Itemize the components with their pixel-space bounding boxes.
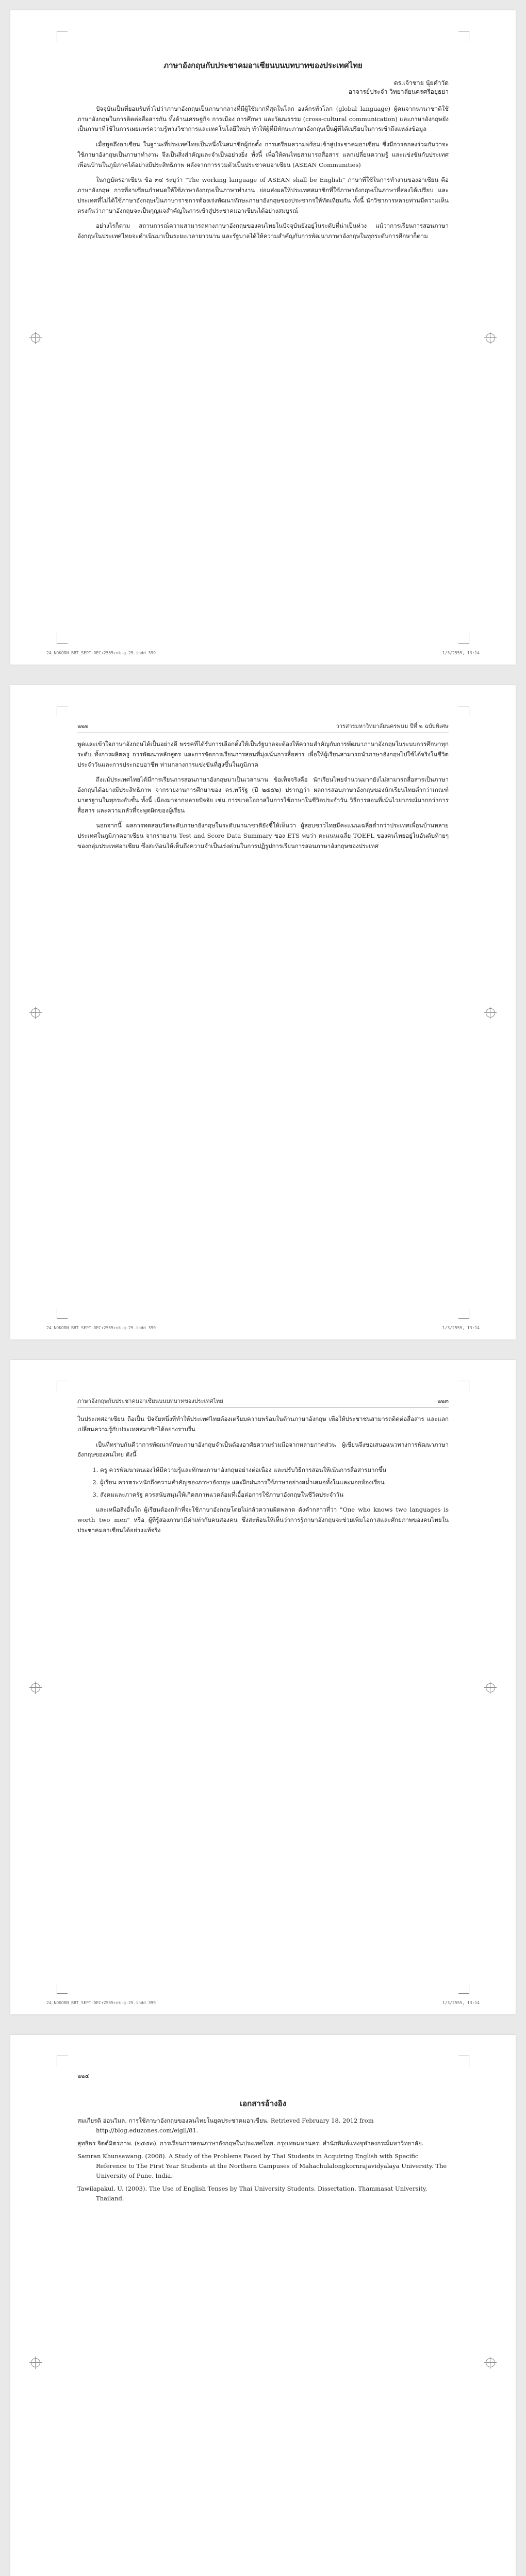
- registration-mark-icon: [486, 2358, 495, 2367]
- list-item: 3. สังคมและภาครัฐ ควรสนับสนุนให้เกิดสภาพแวดล้อมที่เอื้อต่อการใช้ภาษาอังกฤษในชีวิตประจำวัน: [100, 1490, 449, 1500]
- crop-mark: [458, 2056, 469, 2066]
- page-number: ๒๒๓: [437, 1398, 449, 1404]
- crop-mark: [458, 633, 469, 644]
- document-page-4: [10, 2035, 516, 2576]
- page-number: ๒๒๒: [77, 723, 89, 730]
- crop-mark: [458, 1983, 469, 1994]
- references-heading: เอกสารอ้างอิง: [240, 2099, 286, 2108]
- reference-entry: สุทธิพร จิตต์มิตรภาพ. (๒๕๕๓). การเรียนการสอนภาษาอังกฤษในประเทศไทย. กรุงเทพมหานคร: สำนักพิมพ์แห่งจุฬาลงกรณ์มหาวิทยาลัย.: [77, 2139, 424, 2147]
- crop-mark: [57, 31, 68, 42]
- document-page-3: [10, 1360, 516, 2014]
- crop-mark: [57, 706, 68, 717]
- crop-mark: [57, 1983, 68, 1994]
- registration-mark-icon: [486, 1008, 495, 1018]
- document-page-1: [10, 10, 516, 665]
- running-header: [77, 721, 449, 733]
- closing-paragraph: และเหนือสิ่งอื่นใด ผู้เรียนต้องกล้าที่จะใช้ภาษาอังกฤษโดยไม่กลัวความผิดพลาด ดังคำกล่าวที่ว่า "One who knows two languages is worth two men" หรือ ผู้ที่รู้สองภาษามีค่าเท่ากับคนสองคน ซึ่งสะท้อนให้เห็นว่าการรู้ภาษาอังกฤษจะช่วยเพิ่มโอกาสและศักยภาพของคนไทยในประชาคมอาเซียนได้อย่างแท้จริง: [77, 1506, 449, 1534]
- slug-file: 24_NOKORN_BBT_SEPT-DEC+2555+nk-g-25.indd 399: [46, 2001, 156, 2005]
- reference-entry: สมเกียรติ อ่อนวิมล. การใช้ภาษาอังกฤษของคนไทยในยุคประชาคมอาเซียน. Retrieved February 18, 2012 from http://blog.eduzones.com/eigll/81.: [77, 2117, 374, 2134]
- slug-file: 24_NOKORN_BBT_SEPT-DEC+2555+nk-g-25.indd 399: [46, 1326, 156, 1330]
- body-paragraph: นอกจากนี้ ผลการทดสอบวัดระดับภาษาอังกฤษในระดับนานาชาติยังชี้ให้เห็นว่า ผู้สอบชาวไทยมีคะแนนเฉลี่ยต่ำกว่าประเทศเพื่อนบ้านหลายประเทศในภูมิภาคอาเซียน จากรายงาน Test and Score Data Summary ของ ETS พบว่า คะแนนเฉลี่ย TOEFL ของคนไทยอยู่ในอันดับท้ายๆ ของกลุ่มประเทศอาเซียน ซึ่งสะท้อนให้เห็นถึงความจำเป็นเร่งด่วนในการปฏิรูปการเรียนการสอนภาษาอังกฤษของประเทศ: [77, 822, 449, 850]
- body-paragraph: เมื่อพูดถึงอาเซียน ในฐานะที่ประเทศไทยเป็นหนึ่งในสมาชิกผู้ก่อตั้ง การเตรียมความพร้อมเข้าสู่ประชาคมอาเซียน ซึ่งมีการตกลงร่วมกันว่าจะใช้ภาษาอังกฤษเป็นภาษาทำงาน จึงเป็นสิ่งสำคัญและจำเป็นอย่างยิ่ง ทั้งนี้ เพื่อให้คนไทยสามารถสื่อสาร แลกเปลี่ยนความรู้ และแข่งขันกับประเทศเพื่อนบ้านในภูมิภาคได้อย่างมีประสิทธิภาพ หลังจากการรวมตัวเป็นประชาคมอาเซียน (ASEAN Communities): [77, 141, 449, 168]
- crop-mark: [57, 633, 68, 644]
- body-paragraph: ปัจจุบันเป็นที่ยอมรับทั่วไปว่าภาษาอังกฤษเป็นภาษากลางที่มีผู้ใช้มากที่สุดในโลก องค์กรทั่วโลก (global language) ผู้คนจากนานาชาติใช้ภาษาอังกฤษในการติดต่อสื่อสารกัน ทั้งด้านเศรษฐกิจ การเมือง การศึกษา และวัฒนธรรม (cross-cultural communication) และภาษาอังกฤษยังเป็นภาษาที่ใช้ในการเผยแพร่ความรู้ทางวิชาการและเทคโนโลยีใหม่ๆ ทำให้ผู้ที่มีทักษะภาษาอังกฤษเป็นผู้ที่ได้เปรียบในการเข้าถึงแหล่งข้อมูล: [77, 105, 449, 133]
- author-name: ดร.เจ้าชาย นุ้ยคำวัด: [393, 79, 449, 87]
- crop-mark: [57, 2056, 68, 2066]
- registration-mark-icon: [31, 2358, 40, 2367]
- document-page-2: [10, 685, 516, 1340]
- registration-mark-icon: [486, 333, 495, 343]
- crop-mark: [57, 1308, 68, 1319]
- print-slug: [46, 2001, 480, 2005]
- print-slug: [46, 651, 480, 655]
- crop-mark: [458, 31, 469, 42]
- slug-file: 24_NOKORN_BBT_SEPT-DEC+2555+nk-g-25.indd 399: [46, 651, 156, 655]
- article-title: ภาษาอังกฤษกับประชาคมอาเซียนบนบทบาทของประเทศไทย: [163, 61, 363, 70]
- crop-mark: [458, 706, 469, 717]
- author-affiliation: อาจารย์ประจำ วิทยาลัยนครศรีอยุธยา: [348, 88, 449, 96]
- print-slug: [46, 1326, 480, 1330]
- slug-date: 1/3/2555, 13:14: [442, 2001, 480, 2005]
- crop-mark: [458, 1381, 469, 1392]
- author-block: [77, 79, 449, 97]
- body-paragraph: ในประเทศอาเซียน ถือเป็น ปัจจัยหนึ่งที่ทำให้ประเทศไทยต้องเตรียมความพร้อมในด้านภาษาอังกฤษ เพื่อให้ประชาชนสามารถติดต่อสื่อสาร และแลกเปลี่ยนความรู้กับประเทศสมาชิกได้อย่างราบรื่น: [77, 1415, 449, 1433]
- running-head-title: ภาษาอังกฤษกับประชาคมอาเซียนบนบทบาทของประเทศไทย: [77, 1398, 223, 1404]
- registration-mark-icon: [31, 1683, 40, 1692]
- slug-date: 1/3/2555, 13:14: [442, 651, 480, 655]
- body-paragraph: เป็นที่ทราบกันดีว่าการพัฒนาทักษะภาษาอังกฤษจำเป็นต้องอาศัยความร่วมมือจากหลายภาคส่วน ผู้เขียนจึงขอเสนอแนวทางการพัฒนาภาษาอังกฤษของคนไทย ดังนี้: [77, 1440, 449, 1459]
- body-paragraph: ในกฎบัตรอาเซียน ข้อ ๓๔ ระบุว่า "The working language of ASEAN shall be English" ภาษาที่ใช้ในการทำงานของอาเซียน คือ ภาษาอังกฤษ การที่อาเซียนกำหนดให้ใช้ภาษาอังกฤษเป็นภาษาทำงาน ย่อมส่งผลให้ประเทศสมาชิกที่ใช้ภาษาอังกฤษเป็นภาษาที่สองได้เปรียบ และประเทศที่ไม่ได้ใช้ภาษาอังกฤษเป็นภาษาราชการต้องเร่งพัฒนาทักษะภาษาอังกฤษของประชากรให้ทัดเทียมกัน ทั้งนี้ นักวิชาการหลายท่านมีความเห็นตรงกันว่าภาษาอังกฤษจะเป็นกุญแจสำคัญในการเข้าสู่ประชาคมอาเซียนได้อย่างสมบูรณ์: [77, 176, 449, 214]
- recommendation-list: [77, 1465, 449, 1500]
- body-paragraph: อย่างไรก็ตาม สถานการณ์ความสามารถทางภาษาอังกฤษของคนไทยในปัจจุบันยังอยู่ในระดับที่น่าเป็นห่วง แม้ว่าการเรียนการสอนภาษาอังกฤษในประเทศไทยจะดำเนินมาเป็นระยะเวลายาวนาน และรัฐบาลได้ให้ความสำคัญกับการพัฒนาภาษาอังกฤษในทุกระดับการศึกษาก็ตาม: [77, 222, 449, 240]
- page-number: ๒๒๔: [77, 2073, 89, 2079]
- running-header: [77, 2071, 449, 2082]
- reference-entry: Tawilapakul, U. (2003). The Use of English Tenses by Thai University Students. Dissertation. Thammasat University, Thailand.: [77, 2184, 428, 2202]
- crop-mark: [57, 1381, 68, 1392]
- list-item: 1. ครู ควรพัฒนาตนเองให้มีความรู้และทักษะภาษาอังกฤษอย่างต่อเนื่อง และปรับวิธีการสอนให้เน้นการสื่อสารมากขึ้น: [100, 1465, 449, 1476]
- registration-mark-icon: [31, 1008, 40, 1018]
- body-paragraph: ถึงแม้ประเทศไทยได้มีการเรียนการสอนภาษาอังกฤษมาเป็นเวลานาน ข้อเท็จจริงคือ นักเรียนไทยจำนวนมากยังไม่สามารถสื่อสารเป็นภาษาอังกฤษได้อย่างมีประสิทธิภาพ จากรายงานการศึกษาของ ดร.ทวีรัฐ (ปี ๒๕๕๒) ปรากฏว่า ผลการสอบภาษาอังกฤษของนักเรียนไทยต่ำกว่าเกณฑ์มาตรฐานในทุกระดับชั้น ทั้งนี้ เนื่องมาจากหลายปัจจัย เช่น การขาดโอกาสในการใช้ภาษาในชีวิตประจำวัน วิธีการสอนที่เน้นไวยากรณ์มากกว่าการสื่อสาร และความกลัวที่จะพูดผิดของผู้เรียน: [77, 776, 449, 814]
- slug-date: 1/3/2555, 13:14: [442, 1326, 480, 1330]
- reference-entry: Samran Khunsawang. (2008). A Study of the Problems Faced by Thai Students in Acquiring English with Specific Reference to The First Year Students at the Northern Campuses of Mahachulalongkornrajavidyalaya University. The University of Pune, India.: [77, 2152, 447, 2179]
- registration-mark-icon: [486, 1683, 495, 1692]
- body-paragraph: พูดและเข้าใจภาษาอังกฤษได้เป็นอย่างดี พรรคที่ได้รับการเลือกตั้งให้เป็นรัฐบาลจะต้องให้ความสำคัญกับการพัฒนาภาษาอังกฤษในระบบการศึกษาทุกระดับ ทั้งการผลิตครู การพัฒนาหลักสูตร และการจัดการเรียนการสอนที่มุ่งเน้นการสื่อสาร เพื่อให้ผู้เรียนสามารถนำภาษาอังกฤษไปใช้ได้จริงในชีวิตประจำวันและการประกอบอาชีพ ท่ามกลางการแข่งขันที่สูงขึ้นในภูมิภาค: [77, 740, 449, 768]
- running-header: [77, 1396, 449, 1408]
- registration-mark-icon: [31, 333, 40, 343]
- crop-mark: [458, 1308, 469, 1319]
- list-item: 2. ผู้เรียน ควรตระหนักถึงความสำคัญของภาษาอังกฤษ และฝึกฝนการใช้ภาษาอย่างสม่ำเสมอทั้งในและนอกห้องเรียน: [100, 1478, 449, 1488]
- running-head-title: วารสารมหาวิทยาลัยนครพนม ปีที่ ๒ ฉบับพิเศษ: [336, 723, 449, 730]
